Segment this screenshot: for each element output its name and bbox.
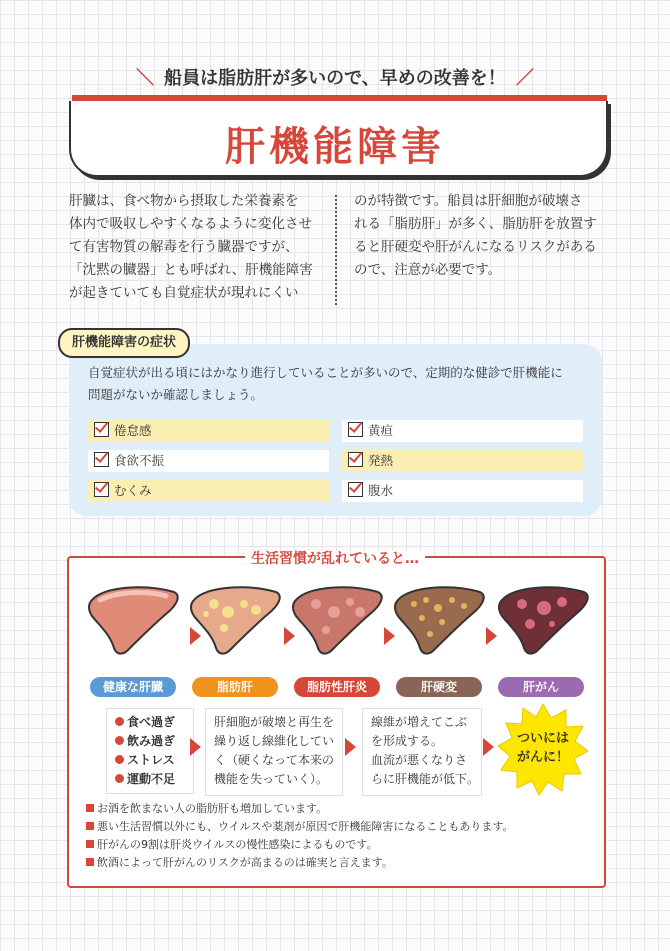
note-item (86, 836, 513, 854)
subtitle (0, 64, 670, 90)
intro-left-column (69, 190, 313, 305)
symptom-item (88, 450, 329, 472)
checkbox-checked-icon (94, 482, 109, 497)
page-title: 肝機能障害 (225, 124, 445, 170)
symptom-item (88, 480, 329, 502)
symptoms-intro-line: 問題がないか確認しましょう。 (88, 387, 264, 402)
intro-line: のが特徴です。船員は肝細胞が破壊さ (354, 193, 583, 209)
liver-cancer-icon (496, 582, 592, 660)
fatty-hepatitis-liver-icon (290, 582, 386, 660)
intro-line: が起きていても自覚症状が現れにくい (69, 285, 299, 301)
symptom-label: むくみ (114, 483, 152, 498)
symptom-label: 発熱 (368, 453, 394, 468)
column-divider (335, 195, 337, 305)
symptoms-tag: 肝機能障害の症状 (58, 328, 190, 358)
checkbox-checked-icon (94, 452, 109, 467)
description-line: 血流が悪くなりさ (371, 753, 468, 767)
cause-label: ストレス (127, 753, 175, 767)
symptom-item (88, 420, 329, 442)
stage-label: 脂肪肝 (192, 677, 278, 697)
fibrosis-description (205, 708, 343, 796)
note-item (86, 854, 513, 872)
healthy-liver-icon (86, 582, 182, 660)
square-bullet-icon (86, 840, 94, 848)
symptom-item (342, 450, 583, 472)
cause-label: 運動不足 (127, 772, 176, 786)
bullet-icon (115, 717, 124, 726)
lifestyle-heading-text: 生活習慣が乱れていると… (245, 551, 425, 567)
progression-arrow-icon (190, 738, 201, 756)
cirrhosis-liver-icon (392, 582, 488, 660)
subtitle-text: 船員は脂肪肝が多いので、早めの改善を！ (164, 68, 506, 89)
stage-label: 肝がん (498, 677, 584, 697)
intro-right-column (354, 190, 597, 282)
cause-label: 飲み過ぎ (127, 734, 176, 748)
square-bullet-icon (86, 858, 94, 866)
stage-label: 健康な肝臓 (90, 677, 176, 697)
stage-label: 脂肪性肝炎 (294, 677, 380, 697)
symptom-label: 腹水 (368, 483, 394, 498)
intro-line: ると肝硬変や肝がんになるリスクがある (354, 239, 597, 255)
bullet-icon (115, 736, 124, 745)
intro-line: 「沈黙の臓器」とも呼ばれ、肝機能障害 (69, 262, 313, 278)
square-bullet-icon (86, 804, 94, 812)
note-item (86, 818, 513, 836)
description-line: 線維が増えてこぶ (371, 715, 468, 729)
causes-card (106, 708, 194, 794)
symptom-item (342, 420, 583, 442)
intro-line: れる「脂肪肝」が多く、脂肪肝を放置す (354, 216, 597, 232)
lifestyle-heading (0, 548, 670, 568)
checkbox-checked-icon (94, 422, 109, 437)
note-item (86, 800, 513, 818)
description-line: を形成する。 (371, 734, 444, 748)
fatty-liver-icon (188, 582, 284, 660)
description-line: く（硬くなって本来の (214, 753, 335, 767)
notes-list (86, 800, 513, 872)
intro-line: て有害物質の解毒を行う臓器ですが、 (69, 239, 299, 255)
symptom-label: 食欲不振 (114, 453, 165, 468)
intro-line: ので、注意が必要です。 (354, 262, 502, 278)
cause-item (115, 732, 193, 751)
checkbox-checked-icon (348, 452, 363, 467)
symptom-label: 黄疸 (368, 423, 394, 438)
note-text: お酒を飲まない人の脂肪肝も増加しています。 (97, 802, 328, 815)
square-bullet-icon (86, 822, 94, 830)
burst-line: ついには (516, 731, 569, 746)
progression-arrow-icon (345, 738, 356, 756)
checkbox-checked-icon (348, 482, 363, 497)
slash-decoration-left: ＼ (136, 68, 155, 89)
symptoms-intro-line: 自覚症状が出る頃にはかなり進行していることが多いので、定期的な健診で肝機能に (88, 365, 563, 380)
bullet-icon (115, 774, 124, 783)
note-text: 飲酒によって肝がんのリスクが高まるのは確実と言えます。 (97, 856, 393, 869)
burst-line: がんに！ (516, 750, 569, 765)
symptoms-intro (88, 362, 563, 406)
checkbox-checked-icon (348, 422, 363, 437)
progression-arrow-icon (483, 738, 494, 756)
symptom-label: 倦怠感 (114, 423, 152, 438)
description-line: らに肝機能が低下。 (371, 772, 480, 786)
cirrhosis-description (362, 708, 482, 796)
cause-item (115, 713, 193, 732)
slash-decoration-right: ／ (515, 68, 534, 89)
description-line: 肝細胞が破壊と再生を (214, 715, 335, 729)
intro-line: 体内で吸収しやすくなるように変化させ (69, 216, 312, 232)
cause-label: 食べ過ぎ (127, 715, 176, 729)
description-line: 機能を失っていく）。 (214, 772, 329, 786)
description-line: 繰り返し線維化してい (214, 734, 335, 748)
cause-item (115, 770, 193, 789)
cause-item (115, 751, 193, 770)
intro-line: 肝臓は、食べ物から摂取した栄養素を (69, 193, 299, 209)
note-text: 肝がんの9割は肝炎ウイルスの慢性感染によるものです。 (97, 838, 378, 851)
burst-text (498, 729, 588, 767)
bullet-icon (115, 755, 124, 764)
note-text: 悪い生活習慣以外にも、ウイルスや薬剤が原因で肝機能障害になることもあります。 (97, 820, 514, 833)
symptom-item (342, 480, 583, 502)
stage-label: 肝硬変 (396, 677, 482, 697)
